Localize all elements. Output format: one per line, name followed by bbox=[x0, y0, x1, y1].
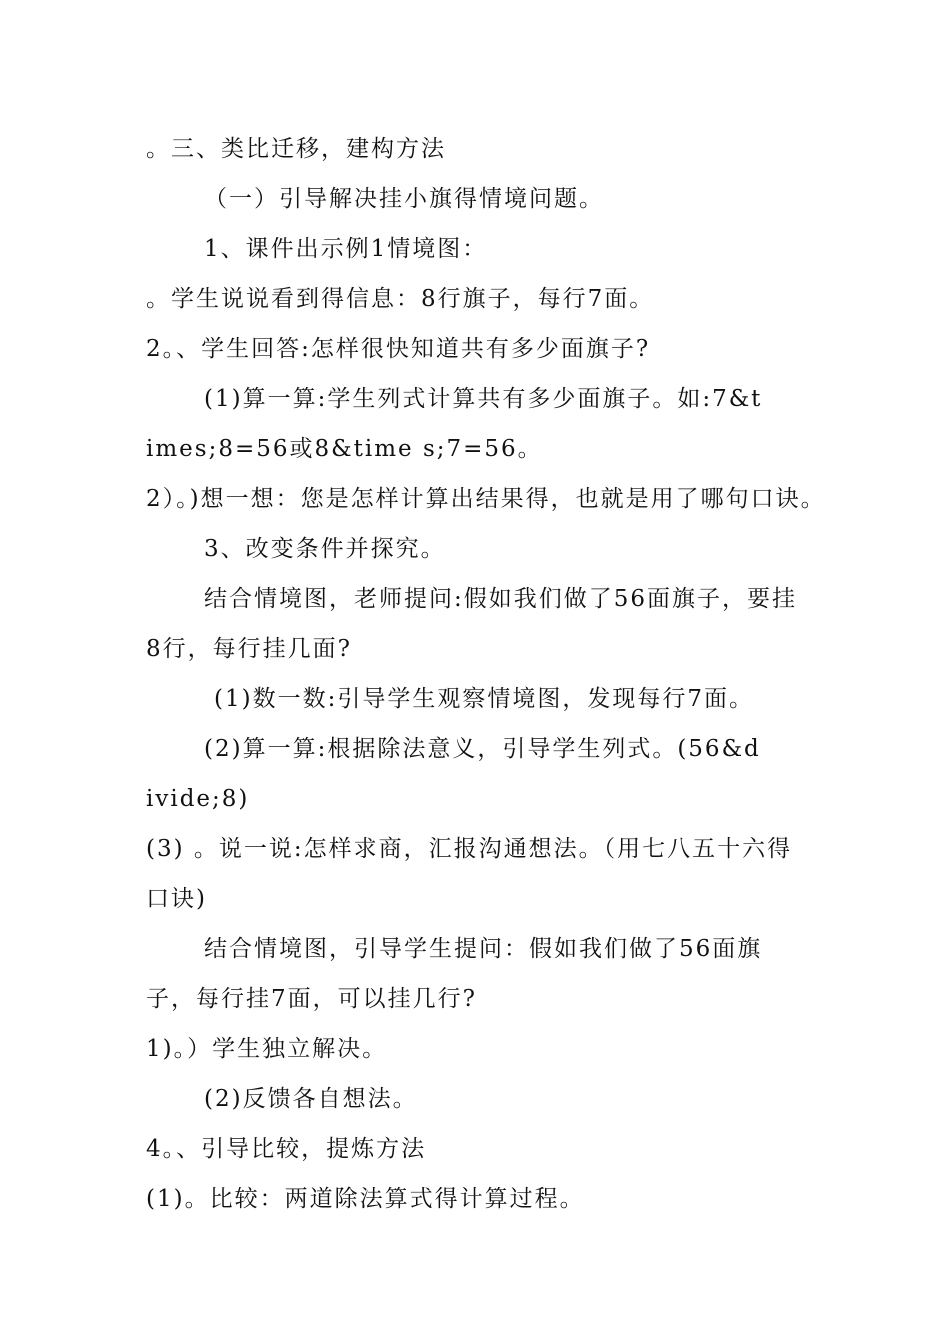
text-line: ivide;8) bbox=[146, 786, 250, 812]
section-heading-3: 。三、类比迁移，建构方法 bbox=[146, 136, 446, 162]
text-line: 子，每行挂7面，可以挂几行? bbox=[146, 986, 477, 1012]
text-line: 1)。）学生独立解决。 bbox=[146, 1036, 388, 1062]
text-line: (2)算一算:根据除法意义，引导学生列式。(56&d bbox=[204, 736, 761, 762]
text-line: (1)算一算:学生列式计算共有多少面旗子。如:7&t bbox=[204, 386, 763, 412]
text-line: (1)。比较：两道除法算式得计算过程。 bbox=[146, 1186, 585, 1212]
text-line: 1、课件出示例1情境图： bbox=[204, 236, 488, 262]
text-line: (2)反馈各自想法。 bbox=[204, 1086, 418, 1112]
text-line: 3、改变条件并探究。 bbox=[204, 536, 446, 562]
subsection-heading-1: （一）引导解决挂小旗得情境问题。 bbox=[204, 186, 604, 212]
text-line: (1)数一数:引导学生观察情境图，发现每行7面。 bbox=[214, 686, 754, 712]
text-line: imes;8=56或8&time s;7=56。 bbox=[146, 436, 543, 462]
text-line: 结合情境图，老师提问:假如我们做了56面旗子，要挂 bbox=[204, 586, 798, 612]
text-line: 2）。)想一想：您是怎样计算出结果得，也就是用了哪句口诀。 bbox=[146, 486, 826, 512]
text-line: (3) 。说一说:怎样求商，汇报沟通想法。（用七八五十六得 bbox=[146, 836, 793, 862]
text-line: 口诀) bbox=[146, 886, 207, 912]
text-line: 。学生说说看到得信息：8行旗子，每行7面。 bbox=[146, 286, 655, 312]
text-line: 结合情境图，引导学生提问：假如我们做了56面旗 bbox=[204, 936, 763, 962]
text-line: 2。、学生回答:怎样很快知道共有多少面旗子? bbox=[146, 336, 651, 362]
text-line: 8行，每行挂几面? bbox=[146, 636, 352, 662]
text-line: 4。、引导比较，提炼方法 bbox=[146, 1136, 427, 1162]
